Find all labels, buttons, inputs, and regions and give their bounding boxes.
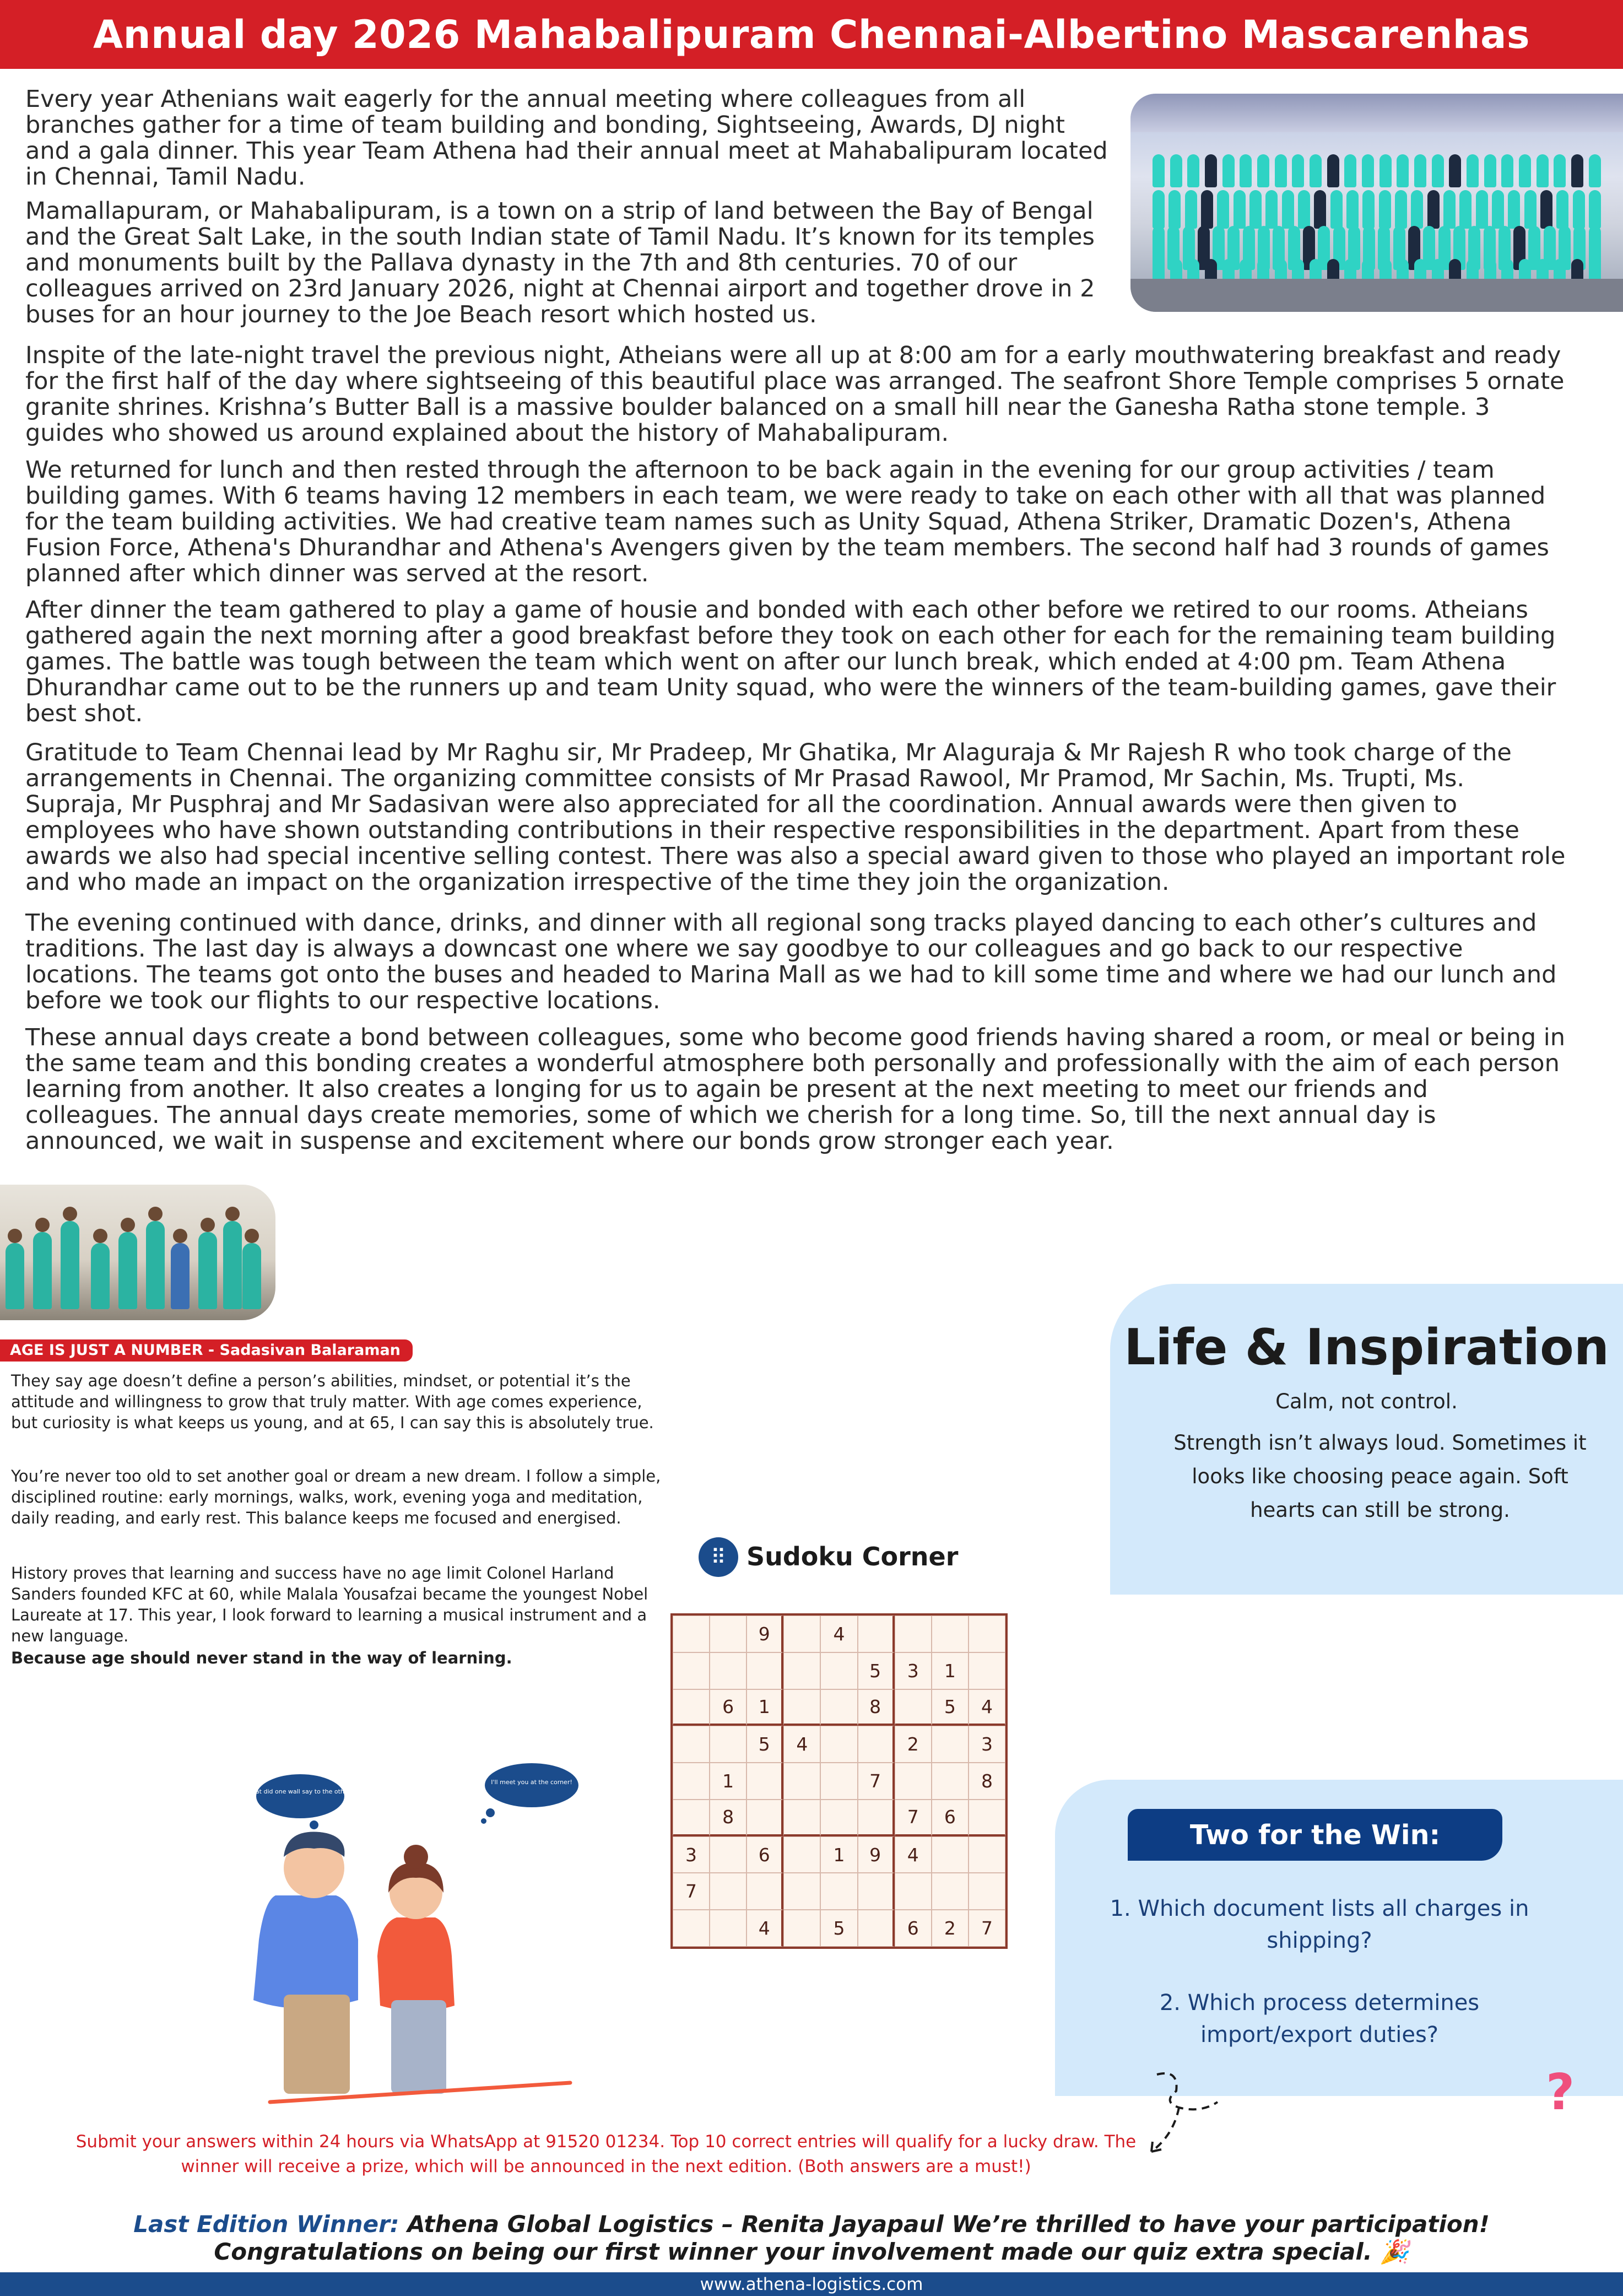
sudoku-cell[interactable]: 8 — [969, 1763, 1005, 1800]
sudoku-cell[interactable] — [932, 1726, 969, 1763]
sudoku-cell[interactable]: 5 — [820, 1910, 857, 1947]
winner-text: Athena Global Logistics – Renita Jayapaul We’re thrilled to have your participation! — [399, 2211, 1490, 2238]
sudoku-cell[interactable] — [895, 1616, 932, 1652]
sudoku-cell[interactable] — [783, 1910, 820, 1947]
sudoku-cell[interactable] — [895, 1873, 932, 1910]
sudoku-cell[interactable] — [783, 1652, 820, 1689]
sudoku-cell[interactable] — [932, 1836, 969, 1873]
article-paragraph: The evening continued with dance, drinks, and dinner with all regional song tracks played dancing to each other’s cultures and traditions. The last day is always a downcast one where we say goodbye to our colleagues and go back to our respective locations. The teams got onto the buses and headed to Marina Mall as we had to kill some time and where we had our lunch and before we took our flights to our respective locations. — [25, 909, 1557, 1014]
sudoku-cell[interactable] — [783, 1873, 820, 1910]
quiz-question-2: 2. Which process determines import/export duties? — [1159, 1990, 1480, 2048]
sudoku-cell[interactable] — [820, 1726, 857, 1763]
sudoku-cell[interactable] — [673, 1689, 710, 1726]
sudoku-cell[interactable] — [710, 1726, 746, 1763]
age-tagline: Because age should never stand in the way of learning. — [11, 1649, 512, 1667]
sudoku-cell[interactable] — [710, 1873, 746, 1910]
sudoku-cell[interactable] — [858, 1726, 895, 1763]
winner-label: Last Edition Winner: — [133, 2211, 399, 2238]
article-paragraph: Every year Athenians wait eagerly for the annual meeting where colleagues from all branches gather for a time of team building and bonding, Sightseeing, Awards, DJ night and a gala dinner. This year Team Athena had their annual meet at Mahabalipuram located in Chennai, Tamil Nadu. — [25, 85, 1108, 191]
sudoku-cell[interactable] — [932, 1763, 969, 1800]
sudoku-cell[interactable] — [820, 1873, 857, 1910]
sudoku-title: Sudoku Corner — [746, 1542, 959, 1571]
sudoku-cell[interactable] — [895, 1763, 932, 1800]
sudoku-cell[interactable] — [783, 1689, 820, 1726]
age-paragraph: They say age doesn’t define a person’s abilities, mindset, or potential it’s the attitude and willingness to grow that truly matter. With age comes experience, but curiosity is what keeps us young, and at 65, I can say this is absolutely true. — [11, 1371, 654, 1432]
article-paragraph: These annual days create a bond between colleagues, some who become good friends having shared a room, or meal or being in the same team and this bonding creates a wonderful atmosphere both personally and professionally with the aim of each person learning from another. It also creates a longing for us to again be present at the next meeting to meet our friends and colleagues. The annual days create memories, some of which we cherish for a long time. So, till the next annual day is announced, we wait in suspense and excitement where our bonds grow stronger each year. — [25, 1024, 1565, 1155]
sudoku-cell[interactable] — [895, 1689, 932, 1726]
sudoku-icon: ⠿ — [699, 1537, 738, 1577]
sudoku-cell[interactable]: 8 — [710, 1800, 746, 1836]
sudoku-cell[interactable] — [673, 1763, 710, 1800]
sudoku-cell[interactable]: 3 — [673, 1836, 710, 1873]
age-section-title: AGE IS JUST A NUMBER - Sadasivan Balaraman — [0, 1339, 413, 1362]
age-paragraph: You’re never too old to set another goal or dream a new dream. I follow a simple, disciplined routine: early mornings, walks, work, evening yoga and meditation, daily reading, and early rest. This balance keeps me focused and energised. — [11, 1467, 661, 1527]
sudoku-cell[interactable]: 1 — [932, 1652, 969, 1689]
footer-url[interactable]: www.athena-logistics.com — [700, 2274, 923, 2294]
sudoku-cell[interactable]: 1 — [820, 1836, 857, 1873]
sudoku-cell[interactable]: 7 — [858, 1763, 895, 1800]
couple-illustration — [231, 1758, 589, 2110]
sudoku-cell[interactable] — [969, 1873, 1005, 1910]
life-body: Strength isn’t always loud. Sometimes it looks like choosing peace again. Soft hearts can still be strong. — [1173, 1431, 1587, 1522]
question-mark-icon: ? — [1546, 2063, 1575, 2121]
page-title: Annual day 2026 Mahabalipuram Chennai-Albertino Mascarenhas — [93, 12, 1530, 57]
sudoku-cell[interactable] — [820, 1689, 857, 1726]
quiz-title: Two for the Win: — [1128, 1809, 1502, 1861]
sudoku-cell[interactable] — [710, 1910, 746, 1947]
bubble-right-text: I'll meet you at the corner! — [491, 1779, 572, 1786]
dashed-arrow-icon — [1146, 2069, 1229, 2157]
sudoku-cell[interactable] — [746, 1763, 783, 1800]
sudoku-cell[interactable] — [969, 1800, 1005, 1836]
sudoku-cell[interactable] — [969, 1652, 1005, 1689]
speech-bubble-right — [481, 1763, 578, 1824]
sudoku-cell[interactable] — [783, 1763, 820, 1800]
sudoku-cell[interactable] — [969, 1836, 1005, 1873]
sudoku-cell[interactable]: 3 — [895, 1652, 932, 1689]
sudoku-cell[interactable] — [673, 1726, 710, 1763]
article-paragraph: We returned for lunch and then rested through the afternoon to be back again in the evening for our group activities / team building games. With 6 teams having 12 members in each team, we were ready to take on each other with all that was planned for the team building activities. We had creative team names such as Unity Squad, Athena Striker, Dramatic Dozen's, Athena Fusion Force, Athena's Dhurandhar and Athena's Avengers given by the team members. The second half had 3 rounds of games planned after which dinner was served at the resort. — [25, 456, 1549, 587]
sudoku-cell[interactable]: 9 — [746, 1616, 783, 1652]
sudoku-cell[interactable]: 2 — [895, 1726, 932, 1763]
sudoku-cell[interactable] — [746, 1800, 783, 1836]
sudoku-cell[interactable]: 1 — [710, 1763, 746, 1800]
sudoku-cell[interactable] — [673, 1652, 710, 1689]
sudoku-cell[interactable] — [783, 1836, 820, 1873]
sudoku-cell[interactable]: 8 — [858, 1689, 895, 1726]
sudoku-grid[interactable] — [670, 1613, 1008, 1949]
sudoku-cell[interactable] — [710, 1652, 746, 1689]
sudoku-cell[interactable] — [710, 1616, 746, 1652]
bubble-left-text: what did one wall say to the other? — [246, 1788, 354, 1795]
sudoku-cell[interactable]: 6 — [746, 1836, 783, 1873]
sudoku-cell[interactable]: 9 — [858, 1836, 895, 1873]
sudoku-cell[interactable] — [746, 1873, 783, 1910]
sudoku-cell[interactable]: 4 — [746, 1910, 783, 1947]
sudoku-cell[interactable] — [783, 1616, 820, 1652]
sudoku-cell[interactable] — [969, 1616, 1005, 1652]
sudoku-cell[interactable] — [932, 1616, 969, 1652]
winner-congrats: Congratulations on being our first winner your involvement made our quiz extra special. 🎉 — [214, 2238, 1409, 2265]
sudoku-cell[interactable]: 4 — [895, 1836, 932, 1873]
sudoku-cell[interactable] — [783, 1800, 820, 1836]
sudoku-cell[interactable]: 2 — [932, 1910, 969, 1947]
sudoku-cell[interactable] — [820, 1652, 857, 1689]
sudoku-cell[interactable]: 1 — [746, 1689, 783, 1726]
page-header — [0, 0, 1623, 69]
sudoku-cell[interactable] — [746, 1652, 783, 1689]
sudoku-cell[interactable] — [858, 1616, 895, 1652]
sudoku-cell[interactable] — [673, 1910, 710, 1947]
sudoku-cell[interactable]: 3 — [969, 1726, 1005, 1763]
sudoku-cell[interactable] — [932, 1873, 969, 1910]
submit-instructions: Submit your answers within 24 hours via WhatsApp at 91520 01234. Top 10 correct entries will qualify for a lucky draw. The winner will receive a prize, which will be announced in the next edition. (Both answers are a must!) — [75, 2132, 1137, 2176]
quiz-box — [1055, 1780, 1623, 2096]
life-title: Life & Inspiration — [1124, 1319, 1609, 1376]
footer — [0, 2272, 1623, 2296]
sudoku-cell[interactable]: 4 — [783, 1726, 820, 1763]
speech-bubble-left — [247, 1774, 354, 1838]
team-photo — [0, 1185, 275, 1320]
sudoku-cell[interactable]: 7 — [969, 1910, 1005, 1947]
life-inspiration-box — [1110, 1284, 1623, 1595]
sudoku-cell[interactable] — [710, 1836, 746, 1873]
sudoku-cell[interactable]: 6 — [932, 1800, 969, 1836]
life-line: Calm, not control. — [1275, 1390, 1458, 1413]
article-paragraph: Gratitude to Team Chennai lead by Mr Raghu sir, Mr Pradeep, Mr Ghatika, Mr Alaguraja & Mr Rajesh R who took charge of the arrangements in Chennai. The organizing committee consists of Mr Prasad Rawool, Mr Pramod, Mr Sachin, Ms. Trupti, Ms. Supraja, Mr Pusphraj and Mr Sadasivan were also appreciated for all the coordination. Annual awards were then given to employees who have shown outstanding contributions in their respective responsibilities in the department. Apart from these awards we also had special incentive selling contest. There was also a special award given to those who played an important role and who made an impact on the organization irrespective of the time they join the organization. — [25, 739, 1566, 896]
sudoku-cell[interactable] — [673, 1616, 710, 1652]
winner-announcement — [0, 2211, 1623, 2238]
sudoku-cell[interactable]: 4 — [820, 1616, 857, 1652]
sudoku-cell[interactable] — [820, 1800, 857, 1836]
sudoku-cell[interactable]: 6 — [895, 1910, 932, 1947]
sudoku-cell[interactable] — [858, 1910, 895, 1947]
sudoku-cell[interactable]: 4 — [969, 1689, 1005, 1726]
sudoku-cell[interactable]: 5 — [858, 1652, 895, 1689]
sudoku-cell[interactable]: 6 — [710, 1689, 746, 1726]
sudoku-cell[interactable] — [673, 1800, 710, 1836]
group-photo — [1130, 94, 1623, 312]
age-paragraph: History proves that learning and success have no age limit Colonel Harland Sanders founded KFC at 60, while Malala Yousafzai became the youngest Nobel Laureate at 17. This year, I look forward to learning a musical instrument and a new language. — [11, 1564, 648, 1645]
sudoku-cell[interactable]: 5 — [932, 1689, 969, 1726]
article-paragraph: Inspite of the late-night travel the previous night, Atheians were all up at 8:00 am for a early mouthwatering breakfast and ready for the first half of the day where sightseeing of this beautiful place was arranged. The seafront Shore Temple comprises 5 ornate granite shrines. Krishna’s Butter Ball is a massive boulder balanced on a small hill near the Ganesha Ratha stone temple. 3 guides who showed us around explained about the history of Mahabalipuram. — [25, 342, 1565, 447]
sudoku-cell[interactable]: 7 — [895, 1800, 932, 1836]
sudoku-cell[interactable]: 7 — [673, 1873, 710, 1910]
article-paragraph: Mamallapuram, or Mahabalipuram, is a town on a strip of land between the Bay of Bengal and the Great Salt Lake, in the south Indian state of Tamil Nadu. It’s known for its temples and monuments built by the Pallava dynasty in the 7th and 8th centuries. 70 of our colleagues arrived on 23rd January 2026, night at Chennai airport and together drove in 2 buses for an hour journey to the Joe Beach resort which hosted us. — [25, 197, 1095, 328]
sudoku-cell[interactable] — [820, 1763, 857, 1800]
quiz-question-1: 1. Which document lists all charges in shipping? — [1110, 1896, 1529, 1953]
sudoku-cell[interactable] — [858, 1800, 895, 1836]
sudoku-cell[interactable]: 5 — [746, 1726, 783, 1763]
article-paragraph: After dinner the team gathered to play a game of housie and bonded with each other before we retired to our rooms. Atheians gathered again the next morning after a good breakfast before they took on each other for each for the remaining team building games. The battle was tough between the team which went on after our lunch break, which ended at 4:00 pm. Team Athena Dhurandhar came out to be the runners up and team Unity squad, who were the winners of the team-building games, gave their best shot. — [25, 596, 1556, 727]
sudoku-cell[interactable] — [858, 1873, 895, 1910]
